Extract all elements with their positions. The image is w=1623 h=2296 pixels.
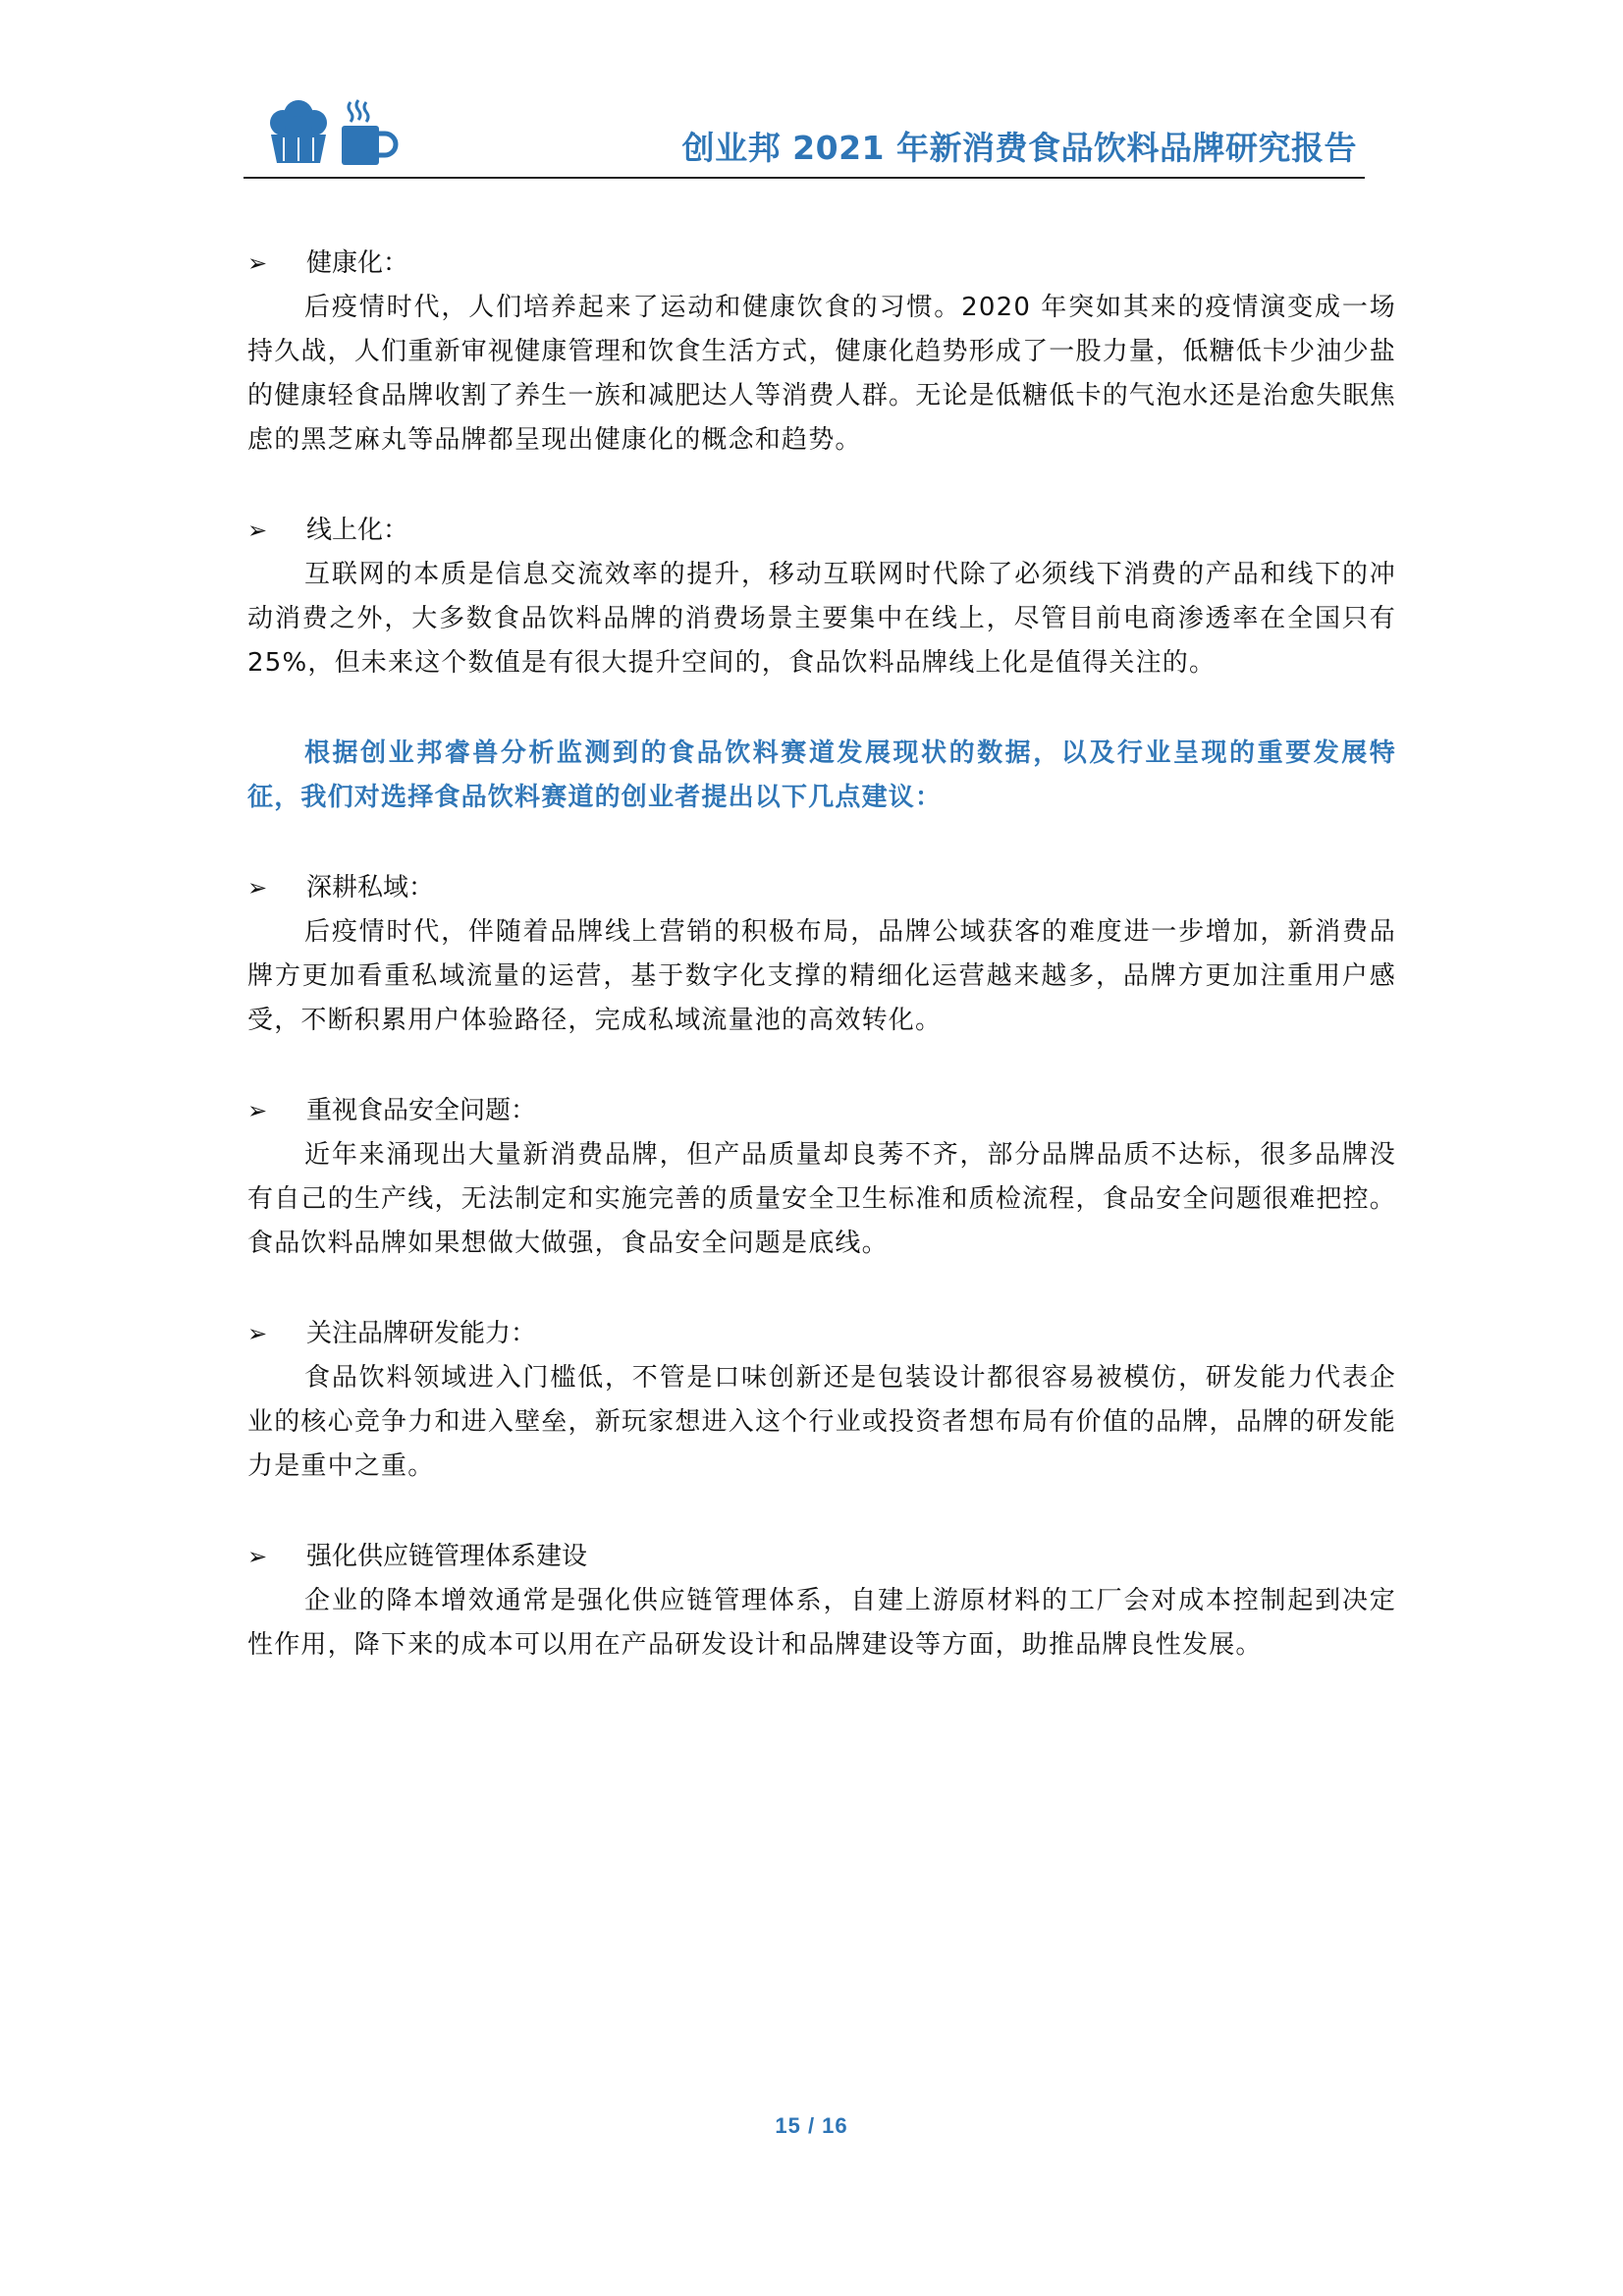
section-heading (247, 509, 1396, 553)
section-heading (247, 1089, 1396, 1133)
section-food-safety (247, 1089, 1396, 1266)
page-content (247, 242, 1396, 1714)
section-paragraph: 近年来涌现出大量新消费品牌，但产品质量却良莠不齐，部分品牌品质不达标，很多品牌没有自己的生产线，无法制定和实施完善的质量安全卫生标准和质检流程，食品安全问题很难把控。食品饮料品牌如果想做大做强，食品安全问题是底线。 (247, 1140, 1396, 1258)
section-supply-chain (247, 1535, 1396, 1667)
coffee-mug-icon (342, 100, 396, 165)
section-online (247, 509, 1396, 685)
section-paragraph: 食品饮料领域进入门槛低，不管是口味创新还是包装设计都很容易被模仿，研发能力代表企业的核心竞争力和进入壁垒，新玩家想进入这个行业或投资者想布局有价值的品牌，品牌的研发能力是重中之重。 (247, 1363, 1396, 1481)
section-heading-text: 健康化： (306, 248, 409, 278)
arrow-bullet-icon: ➢ (247, 249, 268, 277)
arrow-bullet-icon: ➢ (247, 517, 268, 544)
section-paragraph: 企业的降本增效通常是强化供应链管理体系，自建上游原材料的工厂会对成本控制起到决定性作用，降下来的成本可以用在产品研发设计和品牌建设等方面，助推品牌良性发展。 (247, 1586, 1396, 1660)
section-paragraph: 后疫情时代，伴随着品牌线上营销的积极布局，品牌公域获客的难度进一步增加，新消费品牌方更加看重私域流量的运营，基于数字化支撑的精细化运营越来越多，品牌方更加注重用户感受，不断积累用户体验路径，完成私域流量池的高效转化。 (247, 917, 1396, 1035)
section-paragraph: 后疫情时代，人们培养起来了运动和健康饮食的习惯。2020 年突如其来的疫情演变成一场持久战，人们重新审视健康管理和饮食生活方式，健康化趋势形成了一股力量，低糖低卡少油少盐的健康轻食品牌收割了养生一族和减肥达人等消费人群。无论是低糖低卡的气泡水还是治愈失眠焦虑的黑芝麻丸等品牌都呈现出健康化的概念和趋势。 (247, 293, 1396, 455)
section-heading-text: 线上化： (306, 516, 409, 545)
logo (253, 90, 401, 169)
section-rd-capability (247, 1312, 1396, 1489)
section-heading-text: 深耕私域： (306, 873, 435, 902)
page-number: 15 / 16 (775, 2113, 848, 2138)
arrow-bullet-icon: ➢ (247, 874, 268, 902)
arrow-bullet-icon: ➢ (247, 1543, 268, 1570)
report-title: 创业邦 2021 年新消费食品饮料品牌研究报告 (681, 129, 1357, 167)
arrow-bullet-icon: ➢ (247, 1320, 268, 1347)
section-heading (247, 1535, 1396, 1579)
section-heading (247, 242, 1396, 286)
section-heading-text: 关注品牌研发能力： (306, 1319, 537, 1348)
section-private-domain (247, 866, 1396, 1043)
section-heading (247, 866, 1396, 910)
section-heading-text: 重视食品安全问题： (306, 1096, 537, 1125)
arrow-bullet-icon: ➢ (247, 1097, 268, 1124)
section-paragraph: 互联网的本质是信息交流效率的提升，移动互联网时代除了必须线下消费的产品和线下的冲动消费之外，大多数食品饮料品牌的消费场景主要集中在线上，尽管目前电商渗透率在全国只有 25%，但未来这个数值是有很大提升空间的，食品饮料品牌线上化是值得关注的。 (247, 560, 1396, 678)
recommendation-intro: 根据创业邦睿兽分析监测到的食品饮料赛道发展现状的数据，以及行业呈现的重要发展特征，我们对选择食品饮料赛道的创业者提出以下几点建议： (247, 738, 1396, 812)
section-heading-text: 强化供应链管理体系建设 (306, 1542, 588, 1571)
page-header (243, 90, 1365, 179)
section-heading (247, 1312, 1396, 1356)
section-health (247, 242, 1396, 463)
muffin-icon (270, 100, 327, 163)
